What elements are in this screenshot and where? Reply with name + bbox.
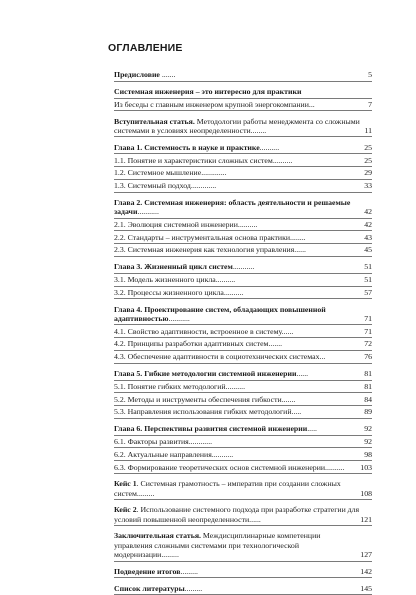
toc-entry[interactable]: [114, 180, 372, 193]
toc-entry-page-number: 51: [364, 275, 372, 285]
toc-entry-page-number: 103: [360, 462, 372, 472]
toc-entry-title-part: 1.2. Системное мышление: [114, 168, 202, 178]
toc-entry[interactable]: [114, 154, 372, 167]
toc-entry-page-number: 25: [364, 155, 372, 165]
toc-entry-page-number: 98: [364, 449, 372, 459]
toc-entry-title: [114, 275, 372, 284]
toc-entry-leader: ...........: [211, 449, 234, 459]
toc-entry[interactable]: [114, 261, 372, 274]
toc-entry-page-number: 11: [364, 125, 372, 135]
toc-entry-title-part: Методологии работы менеджмента со сложными системами в условиях неопределенности: [114, 116, 360, 135]
toc-entry-leader: .........: [184, 583, 203, 593]
toc-entry-leader: .........: [136, 488, 155, 498]
toc-entry-title-part: 1.1. Понятие и характеристики сложных систем: [114, 155, 273, 165]
toc-entry-title-part: 4.3. Обеспечение адаптивности в социотехнических системах: [114, 352, 320, 362]
toc-entry-page-number: 45: [364, 245, 372, 255]
toc-entry-title: [114, 87, 372, 96]
toc-entry-title: [114, 505, 372, 524]
toc-entry-title: [114, 70, 372, 79]
toc-entry-title: [114, 531, 372, 559]
toc-entry-title-part: 5.1. Понятие гибких методологий: [114, 381, 226, 391]
toc-entry-title-part: Список литературы: [114, 583, 185, 593]
toc-entry-leader: ..........: [272, 155, 293, 165]
toc-entry[interactable]: [114, 478, 372, 500]
toc-entry-title-part: Глава 2. Системная инженерия: область деятельности и решаемые задачи: [114, 197, 351, 217]
toc-entry-leader: ..........: [223, 287, 244, 297]
toc-entry-title: [114, 288, 372, 297]
toc-entry-page-number: 25: [364, 142, 372, 152]
toc-entry-title: [114, 327, 372, 336]
toc-entry-title: [114, 352, 372, 361]
toc-entry-title-part: 2.2. Стандарты – инструментальная основа практики: [114, 232, 291, 242]
toc-entry[interactable]: [114, 115, 372, 137]
toc-entry[interactable]: [114, 461, 372, 474]
toc-entry-page-number: 89: [364, 407, 372, 417]
toc-entry-leader: .....: [291, 407, 302, 417]
toc-entry-page-number: 72: [364, 339, 372, 349]
toc-entry-title-part: 2.3. Системная инженерия как технология управления: [114, 245, 295, 255]
toc-entry-title: [114, 463, 372, 472]
toc-entry-page-number: 81: [364, 369, 372, 379]
toc-entry[interactable]: [114, 86, 372, 99]
toc-entry-title-part: . Системная грамотность – императив при создании сложных систем: [114, 479, 341, 498]
toc-entry-title: [114, 479, 372, 498]
toc-entry-title: [114, 100, 372, 109]
toc-entry-title-part: Кейс 1: [114, 479, 137, 489]
toc-entry-title-part: 3.2. Процессы жизненного цикла: [114, 287, 224, 297]
toc-entry-title: [114, 382, 372, 391]
toc-entry-leader: .......: [268, 339, 283, 349]
toc-entry-page-number: 42: [364, 219, 372, 229]
toc-entry[interactable]: [114, 244, 372, 257]
toc-entry-title: [114, 305, 372, 324]
toc-entry-leader: .............: [190, 181, 217, 191]
toc-entry-title: [114, 584, 372, 593]
toc-entry-page-number: 121: [360, 514, 372, 524]
toc-entry[interactable]: [114, 141, 372, 154]
toc-entry[interactable]: [114, 436, 372, 449]
toc-entry-page-number: 92: [364, 436, 372, 446]
toc-entry-title: [114, 220, 372, 229]
toc-entry[interactable]: [114, 219, 372, 232]
toc-entry-page-number: 142: [360, 566, 372, 576]
toc-entry-leader: .......: [281, 394, 296, 404]
toc-entry-title-part: 3.1. Модель жизненного цикла: [114, 275, 216, 285]
toc-entry[interactable]: [114, 167, 372, 180]
toc-entry-title: [114, 181, 372, 190]
toc-entry-title-part: 6.2. Актуальные направления: [114, 449, 212, 459]
toc-entry-leader: ......: [249, 514, 261, 524]
toc-entry[interactable]: [114, 197, 372, 219]
toc-entry-leader: ..........: [259, 142, 280, 152]
toc-entry-leader: ..........: [225, 381, 246, 391]
toc-entry-leader: .......: [159, 70, 176, 80]
toc-entry-page-number: 5: [368, 70, 372, 80]
toc-entry-title: [114, 233, 372, 242]
toc-entry-title-part: Кейс 2: [114, 505, 137, 515]
toc-entry-page-number: 76: [364, 352, 372, 362]
toc-entry-title-part: 4.2. Принципы разработки адаптивных систем: [114, 339, 269, 349]
toc-entry-page-number: 33: [364, 181, 372, 191]
toc-entry-title-part: Глава 3. Жизненный цикл систем: [114, 262, 233, 272]
toc-heading: ОГЛАВЛЕНИЕ: [108, 42, 183, 54]
toc-entry-leader: .........: [161, 550, 179, 560]
toc-entry-title: [114, 156, 372, 165]
toc-entry-leader: ...........: [232, 262, 255, 272]
toc-entry-page-number: 51: [364, 262, 372, 272]
toc-entry[interactable]: [114, 381, 372, 394]
toc-entry-leader: ......: [281, 326, 294, 336]
toc-entry-title-part: 4.1. Свойство адаптивности, встроенное в систему: [114, 326, 282, 336]
toc-entry[interactable]: [114, 582, 372, 595]
toc-entry-title: [114, 262, 372, 271]
toc-entry-title: [114, 369, 372, 378]
toc-entry[interactable]: [114, 325, 372, 338]
toc-entry-leader: ......: [294, 245, 306, 255]
toc-entry-title-part: Глава 5. Гибкие методологии системной инженерии: [114, 369, 297, 379]
toc-entry-title-part: . Использование системного подхода при разработке стратегии для условий повышенной неопределенности: [114, 505, 360, 524]
toc-entry[interactable]: [114, 406, 372, 419]
toc-entry-title: [114, 395, 372, 404]
toc-entry[interactable]: [114, 448, 372, 461]
toc-entry-page-number: 57: [364, 287, 372, 297]
toc-entry-leader: ..........: [215, 275, 236, 285]
toc-entry-leader: ...: [308, 99, 315, 109]
toc-entry[interactable]: [114, 530, 372, 561]
toc-entry-title: [114, 143, 372, 152]
toc-entry[interactable]: [114, 338, 372, 351]
toc-entry-title-part: Подведение итогов: [114, 566, 181, 576]
toc-entry-leader: ........: [290, 232, 306, 242]
toc-entry-title-part: 5.3. Направления использования гибких методологий: [114, 407, 292, 417]
toc-entry-page-number: 29: [364, 168, 372, 178]
toc-entry-title-part: 6.1. Факторы развития: [114, 436, 189, 446]
toc-entry-leader: .....: [307, 424, 317, 434]
toc-entry-leader: ...........: [137, 207, 159, 217]
toc-entry-title: [114, 407, 372, 416]
toc-entry[interactable]: [114, 566, 372, 579]
toc-entry-leader: ............: [188, 436, 213, 446]
toc-entry-title: [114, 168, 372, 177]
toc-entry-page-number: 92: [364, 424, 372, 434]
toc-entry-title-part: 5.2. Методы и инструменты обеспечения гибкости: [114, 394, 282, 404]
toc-entry-title-part: 6.3. Формирование теоретических основ системной инженерии: [114, 462, 326, 472]
toc-entry-title: [114, 245, 372, 254]
toc-entry-title-part: Предисловие: [114, 70, 160, 80]
toc-entry-title: [114, 339, 372, 348]
toc-entry[interactable]: [114, 69, 372, 82]
toc-entry-page-number: 43: [364, 232, 372, 242]
toc-entry[interactable]: [114, 504, 372, 526]
toc-entry[interactable]: [114, 368, 372, 381]
toc-entry[interactable]: [114, 99, 372, 112]
toc-entry-leader: ..........: [325, 462, 345, 472]
toc-entry-page-number: 42: [364, 207, 372, 217]
toc-entry-page-number: 71: [364, 326, 372, 336]
toc-entry-title-part: Из беседы с главным инженером крупной энергокомпании: [114, 99, 309, 109]
toc-entry-title-part: Глава 4. Проектирование систем, обладающих повышенной адаптивностью: [114, 304, 326, 323]
toc-entry-leader: ........: [250, 125, 267, 135]
toc-entry[interactable]: [114, 423, 372, 436]
toc-entry[interactable]: [114, 351, 372, 364]
toc-entry-title-part: 2.1. Эволюция системной инженерии: [114, 219, 238, 229]
toc-entry-page-number: 108: [360, 488, 372, 498]
toc-entry-title: [114, 450, 372, 459]
toc-entry-title-part: Глава 1. Системность в науке и практике: [114, 142, 260, 152]
toc-entry-page-number: 81: [364, 381, 372, 391]
toc-entry-page-number: 7: [368, 99, 372, 109]
toc-entry-title-part: Системная инженерия – это интересно для практики: [114, 87, 302, 97]
toc-entry-leader: ..........: [237, 219, 258, 229]
toc-entry-title: [114, 567, 372, 576]
toc-entry-page-number: 127: [360, 550, 372, 560]
toc-entry[interactable]: [114, 274, 372, 287]
toc-entry[interactable]: [114, 393, 372, 406]
toc-entry-title-part: Заключительная статья.: [114, 531, 201, 541]
toc-entry-leader: .............: [201, 168, 227, 178]
toc-list: [114, 69, 372, 595]
toc-entry[interactable]: [114, 231, 372, 244]
toc-entry-leader: ...: [319, 352, 326, 362]
toc-entry-page-number: 84: [364, 394, 372, 404]
toc-entry-title-part: 1.3. Системный подход: [114, 181, 191, 191]
toc-entry-page-number: 71: [364, 313, 372, 323]
toc-entry-title-part: Междисциплинарные компетенции управления сложными системами при технологической модернизации: [114, 531, 321, 560]
toc-entry-leader: .........: [180, 566, 198, 576]
toc-entry-leader: ...........: [168, 313, 190, 323]
toc-entry[interactable]: [114, 303, 372, 325]
toc-entry-title: [114, 198, 372, 217]
toc-entry[interactable]: [114, 287, 372, 300]
toc-entry-title-part: Вступительная статья.: [114, 116, 195, 126]
toc-entry-title-part: Глава 6. Перспективы развития системной инженерии: [114, 424, 308, 434]
toc-entry-title: [114, 424, 372, 433]
toc-entry-title: [114, 117, 372, 136]
toc-entry-leader: ......: [296, 369, 309, 379]
toc-entry-page-number: 145: [360, 583, 372, 593]
toc-entry-title: [114, 437, 372, 446]
